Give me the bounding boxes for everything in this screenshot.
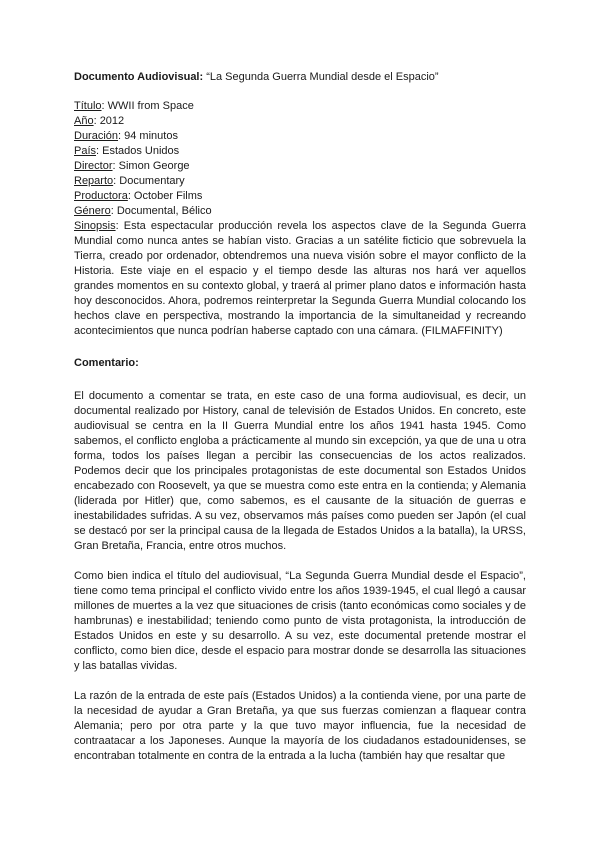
meta-key: Título — [74, 100, 102, 112]
meta-value: : WWII from Space — [101, 100, 194, 112]
meta-line — [74, 99, 526, 114]
meta-key: Duración — [74, 130, 119, 142]
meta-line — [74, 144, 526, 159]
heading-title: “La Segunda Guerra Mundial desde el Espacio” — [203, 71, 439, 83]
body-paragraph: El documento a comentar se trata, en este caso de una forma audiovisual, es decir, un documental realizado por History, canal de televisión de Estados Unidos. En concreto, este audiovisual se centra en la II Guerra Mundial entre los años 1941 hasta 1945. Como sabemos, el conflicto engloba a prácticamente al mundo sin excepción, ya que de una u otra forma, todos los países llegan a percibir las consecuencias de los actos realizados. Podemos decir que los principales protagonistas de este documental son Estados Unidos encabezado con Roosevelt, ya que se muestra como este entra en la contienda; y Alemania (liderada por Hitler) que, como sabemos, es el causante de la situación de guerras e inestabilidades sufridas. A su vez, observamos más países como pueden ser Japón (el cual se destacó por ser la principal causa de la llegada de Estados Unidos a la batalla), la URSS, Gran Bretaña, Francia, entre otros muchos. — [74, 390, 526, 552]
meta-key: Director — [74, 160, 113, 172]
meta-key: Año — [74, 115, 94, 127]
meta-line — [74, 189, 526, 204]
heading-label: Documento Audiovisual: — [74, 71, 204, 83]
meta-line — [74, 174, 526, 189]
meta-value: : 2012 — [93, 115, 125, 127]
meta-key: Productora — [74, 190, 128, 202]
meta-line — [74, 114, 526, 129]
meta-line — [74, 129, 526, 144]
body-paragraph: Como bien indica el título del audiovisual, “La Segunda Guerra Mundial desde el Espacio”, tiene como tema principal el conflicto vivido entre los años 1939-1945, el cual llegó a causar millones de muertes a la vez que situaciones de crisis (tanto económicas como sociales y de hambrunas) e inestabilidad; teniendo como punto de vista protagonista, la introducción de Estados Unidos en este y su desarrollo. A su vez, este documental pretende mostrar el conflicto, como bien dice, desde el espacio para mostrar donde se desarrolla las situaciones y las batallas vividas. — [74, 570, 526, 672]
meta-value: : Simon George — [112, 160, 190, 172]
sinopsis-key: Sinopsis — [74, 220, 116, 232]
meta-value: : 94 minutos — [118, 130, 178, 142]
meta-value: : October Films — [127, 190, 203, 202]
sinopsis-text: : Esta espectacular producción revela los aspectos clave de la Segunda Guerra Mundial como nunca antes se habían visto. Gracias a un satélite ficticio que sobrevuela la Tierra, creado por ordenador, obtendremos una nueva visión sobre el mayor conflicto de la Historia. Este viaje en el espacio y el tiempo desde las alturas nos hará ver aquellos grandes momentos en su contexto global, y traerá al primer plano datos e información hasta hoy desconocidos. Ahora, podremos reinterpretar la Segunda Guerra Mundial colocando los hechos clave en perspectiva, mostrando la importancia de la simultaneidad y recreando acontecimientos que nunca podrían haberse captado con una cámara. (FILMAFFINITY) — [74, 220, 526, 337]
document-page — [74, 70, 526, 779]
document-heading — [74, 70, 526, 85]
meta-key: Género — [74, 205, 111, 217]
meta-value: : Documentary — [113, 175, 185, 187]
comment-heading: Comentario: — [74, 357, 139, 369]
sinopsis-paragraph — [74, 219, 526, 339]
meta-value: : Documental, Bélico — [110, 205, 212, 217]
meta-key: País — [74, 145, 97, 157]
metadata-block — [74, 99, 526, 339]
meta-key: Reparto — [74, 175, 114, 187]
meta-line — [74, 204, 526, 219]
meta-line — [74, 159, 526, 174]
body-paragraph: La razón de la entrada de este país (Estados Unidos) a la contienda viene, por una parte de la necesidad de ayudar a Gran Bretaña, ya que sus fuerzas comienzan a flaquear contra Alemania; pero por otra parte y la que tuvo mayor influencia, fue la necesidad de contraatacar a los Japoneses. Aunque la mayoría de los ciudadanos estadounidenses, se encontraban totalmente en contra de la entrada a la lucha (también hay que resaltar que — [74, 690, 526, 762]
meta-value: : Estados Unidos — [96, 145, 180, 157]
